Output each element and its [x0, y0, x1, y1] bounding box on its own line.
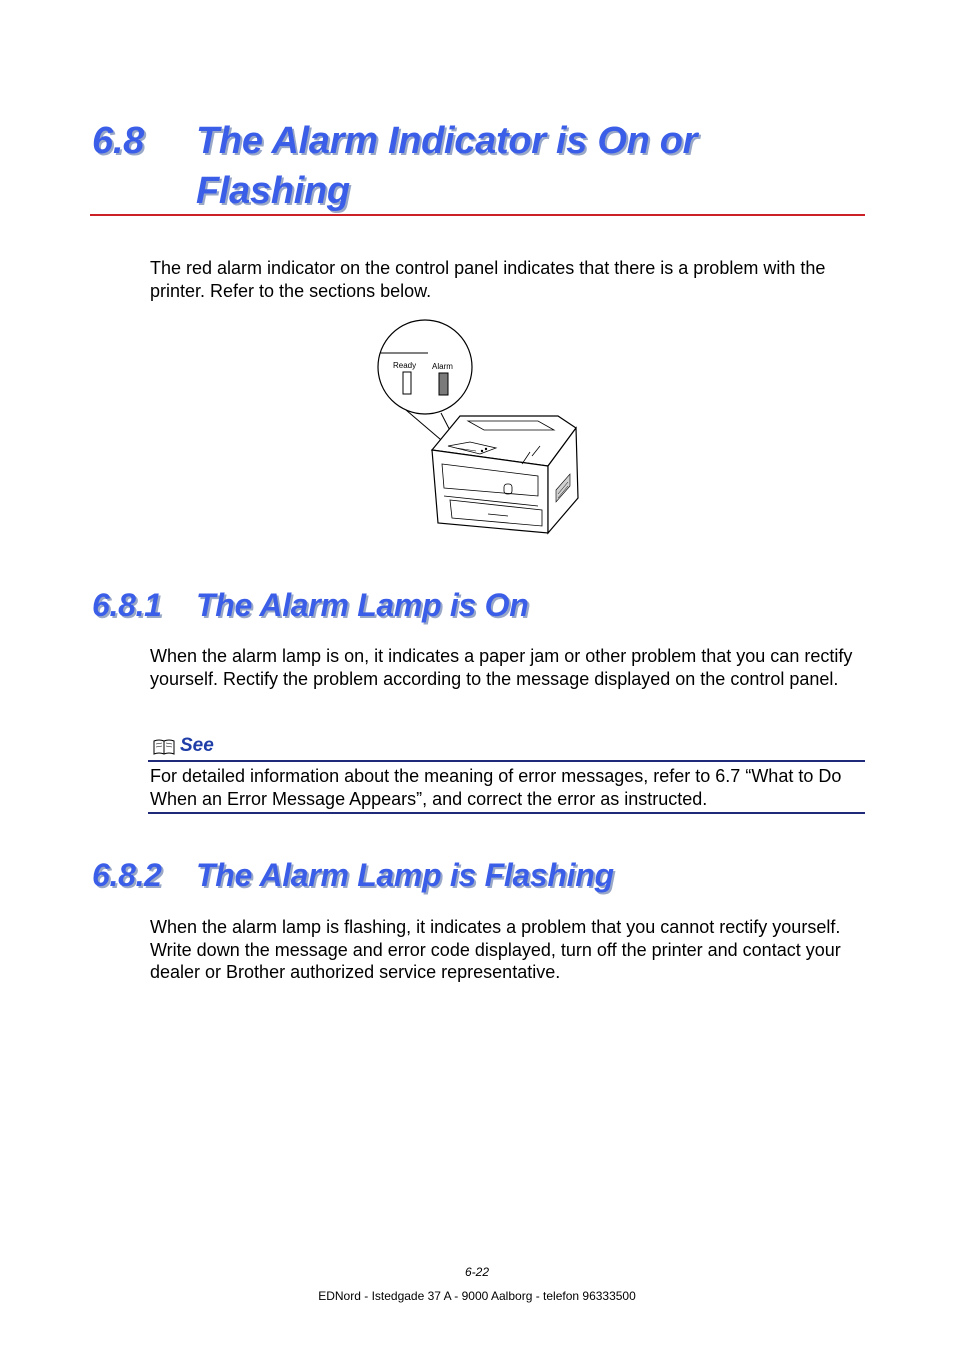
page-number: 6-22	[464, 1265, 490, 1279]
subsection-1-number: 6.8.1	[92, 587, 162, 623]
section-title-line-2: Flashing	[196, 170, 350, 212]
section-number: 6.8	[92, 120, 144, 162]
subsection-heading-2	[92, 855, 852, 897]
book-icon	[152, 738, 176, 756]
see-text: For detailed information about the meaning of error messages, refer to 6.7 “What to Do When an Error Message Appears”, and correct the error as instructed.	[148, 762, 865, 814]
ready-label: Ready	[393, 361, 417, 370]
subsection-1-body: When the alarm lamp is on, it indicates a paper jam or other problem that you can rectify yourself. Rectify the problem according to the message displayed on the control panel.	[150, 646, 853, 689]
see-reference-box	[148, 734, 865, 814]
intro-paragraph: The red alarm indicator on the control panel indicates that there is a problem with the printer. Refer to the sections below.	[150, 258, 826, 301]
section-heading	[92, 116, 872, 216]
printer-illustration-icon	[368, 318, 584, 544]
subsection-2-number: 6.8.2	[92, 857, 162, 893]
subsection-2-body: When the alarm lamp is flashing, it indicates a problem that you cannot rectify yourself. Write down the message and error code displayed, turn off the printer and contact your dealer or Brother authorized service representative.	[150, 917, 841, 982]
alarm-label: Alarm	[432, 362, 453, 371]
printer-figure	[368, 318, 584, 549]
see-label: See	[180, 735, 214, 756]
subsection-2-title: The Alarm Lamp is Flashing	[196, 857, 614, 893]
footer-address: EDNord - Istedgade 37 A - 9000 Aalborg - telefon 96333500	[318, 1289, 636, 1303]
see-header	[148, 734, 865, 762]
section-divider	[90, 214, 865, 216]
subsection-1-title: The Alarm Lamp is On	[196, 587, 529, 623]
section-title-line-1: The Alarm Indicator is On or	[196, 120, 698, 162]
subsection-heading-1	[92, 585, 852, 627]
